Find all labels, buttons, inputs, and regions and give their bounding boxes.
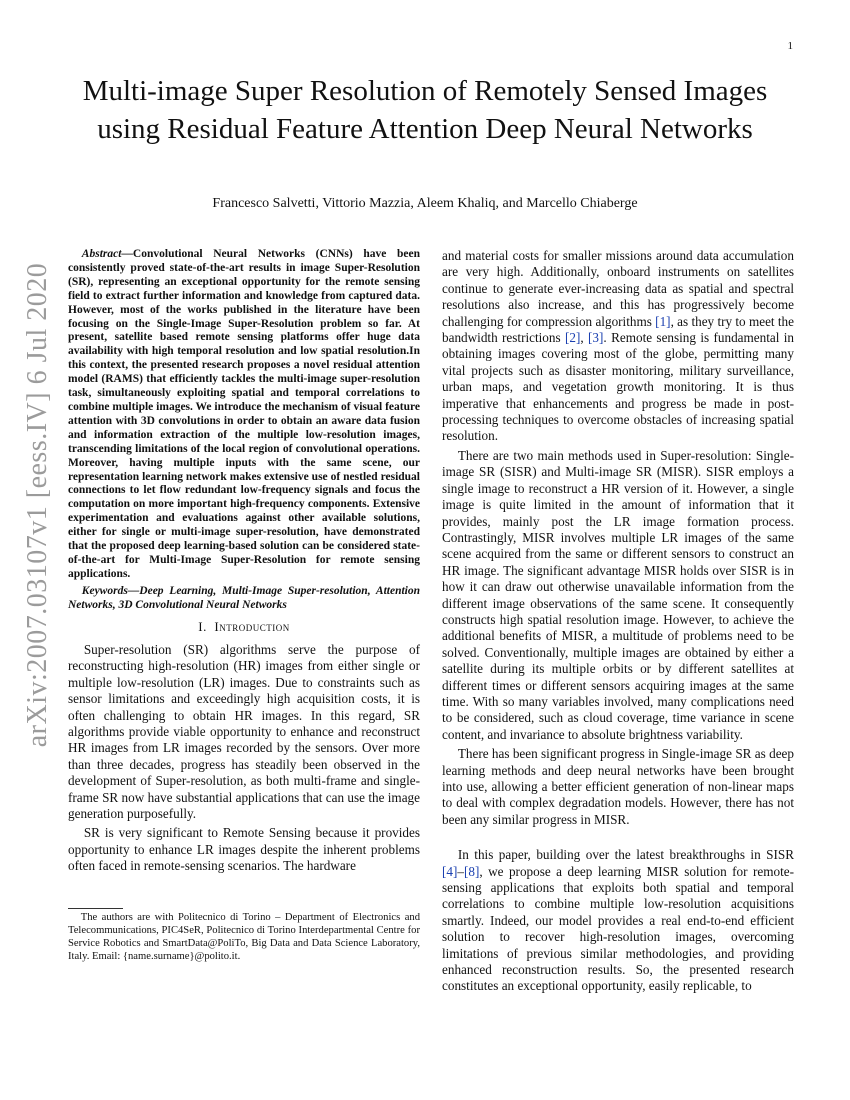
abstract-body: —Convolutional Neural Networks (CNNs) have been consistently proved state-of-the-art results in image Super-Resolution (SR), representing an exceptional opportunity for the remote sensing field to extract further information and knowledge from captured data. However, most of the works published in the literature have been focusing on the Single-Image Super-Resolution problem so far. At present, satellite based remote sensing platforms offer huge data availability with high temporal resolution and low spatial resolution.In this context, the presented research proposes a novel residual attention model (RAMS) that efficiently tackles the multi-image super-resolution task, simultaneously exploiting spatial and temporal correlations to combine multiple images. We introduce the mechanism of visual feature attention with 3D convolutions in order to obtain an aware data fusion and information extraction of the multiple low-resolution images, transcending limitations of the local region of convolutional operations. Moreover, having multiple inputs with the same scene, our representation learning network makes extensive use of nestled residual connections to let flow redundant low-frequency signals and focus the computation on more important high-frequency components. Extensive experimentation and evaluations against other available solutions, either for single or multi-image super-resolution, have demonstrated that the proposed deep learning-based solution can be considered state-of-the-art for Multi-Image Super-Resolution for remote sensing applications. xyxy=(68,248,421,580)
paragraph-text: In this paper, building over the latest breakthroughs in SISR xyxy=(457,847,794,863)
paragraph-text: , we propose a deep learning MISR solution for remote-sensing applications that exploits both spatial and temporal correlations to combine multiple low-resolution acquisitions smartly. Indeed, our model provides a real end-to-end efficient solution to recover high-resolution images, overcoming limitations of previous similar methodologies, and providing enhanced reconstruction results. So, the presented research constitutes an exceptional opportunity, easily replicable, to xyxy=(442,863,794,994)
paper-title: Multi-image Super Resolution of Remotely Sensed Images using Residual Feature Attention Deep Neural Networks xyxy=(82,75,768,145)
footnote-divider xyxy=(68,908,123,909)
intro-paragraph-1: Super-resolution (SR) algorithms serve the purpose of reconstructing high-resolution (HR) images from either single or multiple low-resolution (LR) images. Due to constraints such as sensor limitations and exceedingly high acquisition costs, it is often challenging to obtain HR images. In this regard, SR algorithms provide viable opportunity to enhance and reconstruct HR images from LR images recorded by the sensors. Over more than three decades, progress has steadily been observed in the development of Super-resolution, as both multi-frame and single-frame SR now have substantial applications that can use the image generation purposefully. xyxy=(68,641,420,822)
citation-link[interactable]: [3] xyxy=(588,330,604,346)
keywords: Keywords—Deep Learning, Multi-Image Super-resolution, Attention Networks, 3D Convolutional Neural Networks xyxy=(68,584,420,611)
intro-paragraph-5: There has been significant progress in Single-image SR as deep learning methods and deep neural networks have been brought into use, allowing a better efficient generation of non-linear maps to deal with complex degradation models. However, there has not been any similar progress in MISR. xyxy=(442,746,794,827)
right-column xyxy=(442,248,794,998)
citation-link[interactable]: [2] xyxy=(564,330,581,346)
left-column xyxy=(68,248,420,878)
intro-paragraph-3 xyxy=(442,248,794,445)
author-list: Francesco Salvetti, Vittorio Mazzia, Aleem Khaliq, and Marcello Chiaberge xyxy=(212,196,638,211)
intro-paragraph-6 xyxy=(442,847,794,995)
paragraph-text: , as they try to meet the bandwidth restrictions xyxy=(442,313,794,346)
section-heading-introduction xyxy=(68,619,420,635)
author-affiliation-footnote: The authors are with Politecnico di Torino – Department of Electronics and Telecommunications, PIC4SeR, Politecnico di Torino Interdepartmental Centre for Service Robotics and SmartData@PoliTo, Big Data and Data Science Laboratory, Italy. Email: {name.surname}@polito.it. xyxy=(68,912,420,962)
abstract-lead: Abstract xyxy=(81,248,122,260)
paragraph-text: . Remote sensing is fundamental in obtaining images covering most of the globe, permitting many vital projects such as disaster monitoring, military surveillance, urban maps, and vegetation growth monitoring. It is thus imperative that enhancements and progress be made in post-processing techniques to overcome obstacles of increasing spatial resolution. xyxy=(442,330,795,444)
paragraph-text: , xyxy=(580,330,589,346)
section-title: Introduction xyxy=(214,618,290,634)
arxiv-identifier-stamp: arXiv:2007.03107v1 [eess.IV] 6 Jul 2020 xyxy=(22,262,53,748)
paragraph-text: and material costs for smaller missions around data accumulation are very high. Additionally, onboard instruments on satellites continue to generate ever-increasing data as spatial and spectral resolutions also increase, and this has progressively become challenging for compression algorithms xyxy=(442,248,794,329)
abstract xyxy=(68,248,420,582)
intro-paragraph-2: SR is very significant to Remote Sensing because it provides opportunity to enhance LR images despite the inherent problems often faced in remote-sensing scenarios. The hardware xyxy=(68,825,420,874)
citation-link[interactable]: [1] xyxy=(655,313,671,329)
citation-link[interactable]: [8] xyxy=(463,863,480,879)
section-number: I. xyxy=(198,618,207,634)
paragraph-text: – xyxy=(457,863,464,879)
paragraph-gap xyxy=(442,831,794,847)
intro-paragraph-4: There are two main methods used in Super-resolution: Single-image SR (SISR) and Multi-image SR (MISR). SISR employs a single image to reconstruct a HR version of it. However, a single image is quite limited in the amount of information that it provides, mainly post the LR image formation process. Contrastingly, MISR involves multiple LR images of the same scene acquired from the same or different sensors to construct an HR image. The significant advantage MISR holds over SISR is in how it can draw out otherwise unavailable information from the different image observations of the same scene. It consequently constructs high spatial resolution image. However, to achieve the additional benefits of MISR, a multitude of problems need to be solved. Conventionally, multiple images are obtained by either a satellite during its multiple orbits or by different satellites at different times or different sensors acquiring images at the same time. With so many variables involved, many complications need to be considered, such as cloud coverage, time variance in scene content, and invariance to absolute brightness variability. xyxy=(442,447,794,742)
citation-link[interactable]: [4] xyxy=(442,863,458,879)
page-number: 1 xyxy=(787,40,793,52)
